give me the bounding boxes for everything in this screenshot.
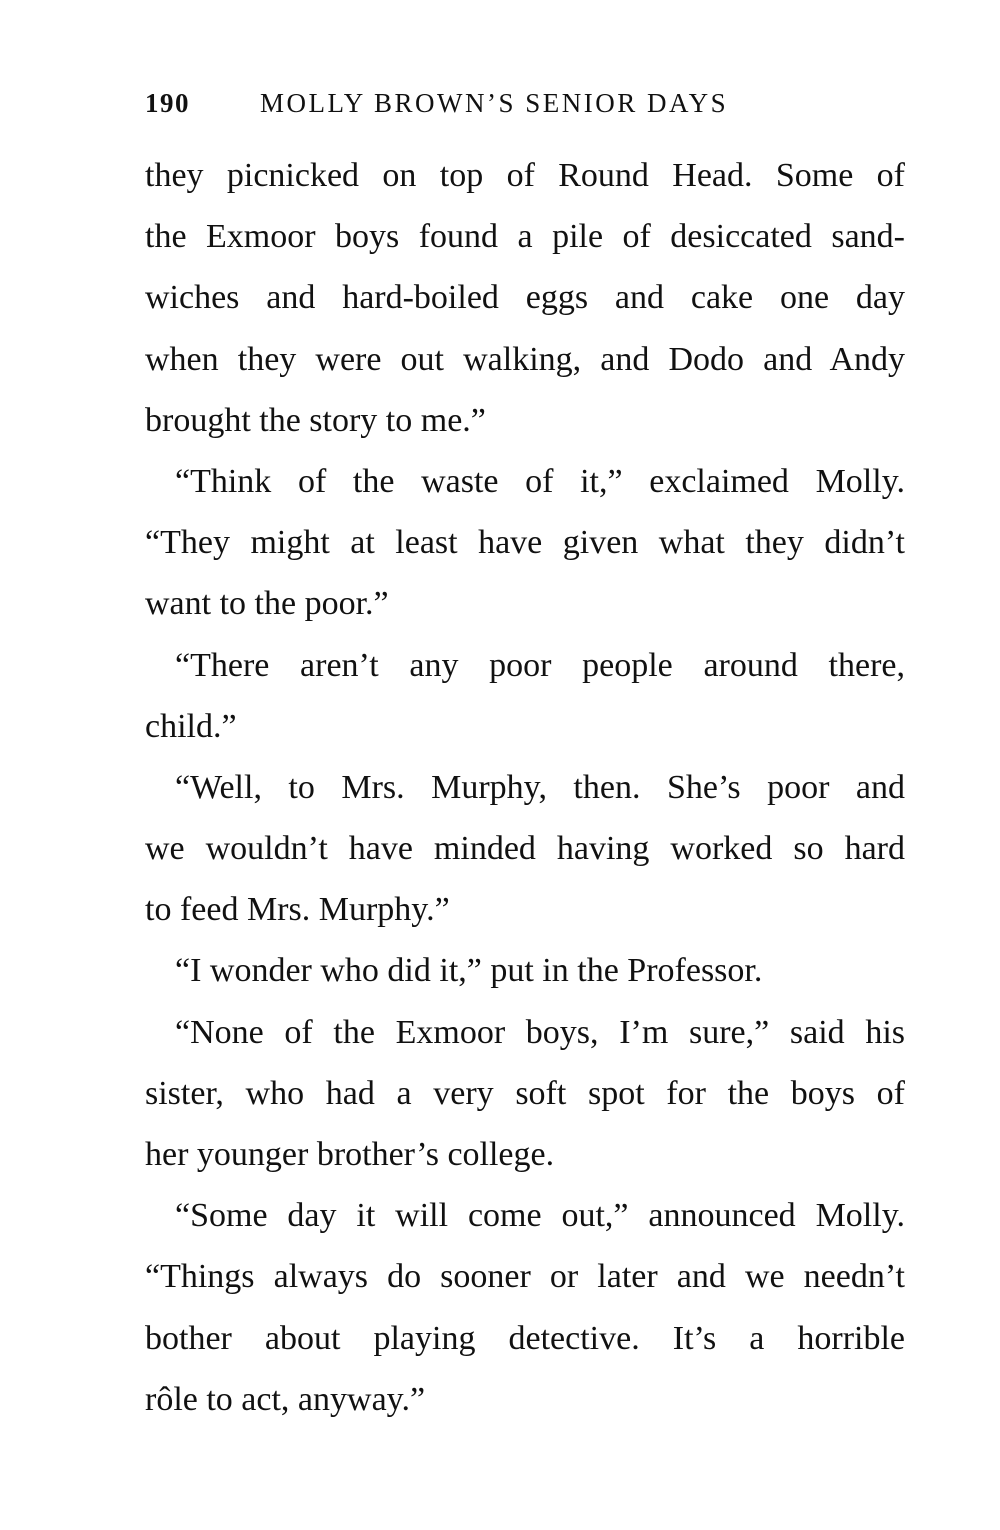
running-head [145, 88, 905, 128]
text-line: the Exmoor boys found a pile of desiccated sand- [145, 218, 905, 256]
body-text [145, 145, 905, 1430]
text-line: sister, who had a very soft spot for the boys of [145, 1074, 905, 1112]
text-line: child.” [145, 707, 237, 745]
text-line: wiches and hard-boiled eggs and cake one day [145, 279, 905, 317]
text-line: want to the poor.” [145, 585, 389, 623]
text-line: “They might at least have given what they didn’t [145, 524, 905, 562]
text-line: “Well, to Mrs. Murphy, then. She’s poor and [175, 768, 905, 806]
text-line: brought the story to me.” [145, 401, 486, 439]
text-line: “Think of the waste of it,” exclaimed Molly. [175, 462, 905, 500]
text-line: to feed Mrs. Murphy.” [145, 891, 450, 929]
text-line: they picnicked on top of Round Head. Some of [145, 157, 905, 194]
text-line: her younger brother’s college. [145, 1136, 555, 1173]
page-number: 190 [145, 88, 190, 118]
text-line: “There aren’t any poor people around there, [175, 646, 905, 684]
text-line: we wouldn’t have minded having worked so hard [145, 830, 905, 868]
book-title: MOLLY BROWN’S SENIOR DAYS [260, 88, 729, 118]
text-line: bother about playing detective. It’s a horrible [145, 1319, 905, 1357]
text-line: “Things always do sooner or later and we needn’t [145, 1258, 905, 1296]
text-line: when they were out walking, and Dodo and Andy [145, 340, 905, 378]
text-line: rôle to act, anyway.” [145, 1380, 426, 1418]
text-line: “Some day it will come out,” announced Molly. [175, 1197, 905, 1235]
text-line: “None of the Exmoor boys, I’m sure,” said his [175, 1013, 905, 1051]
text-line: “I wonder who did it,” put in the Professor. [175, 952, 763, 990]
